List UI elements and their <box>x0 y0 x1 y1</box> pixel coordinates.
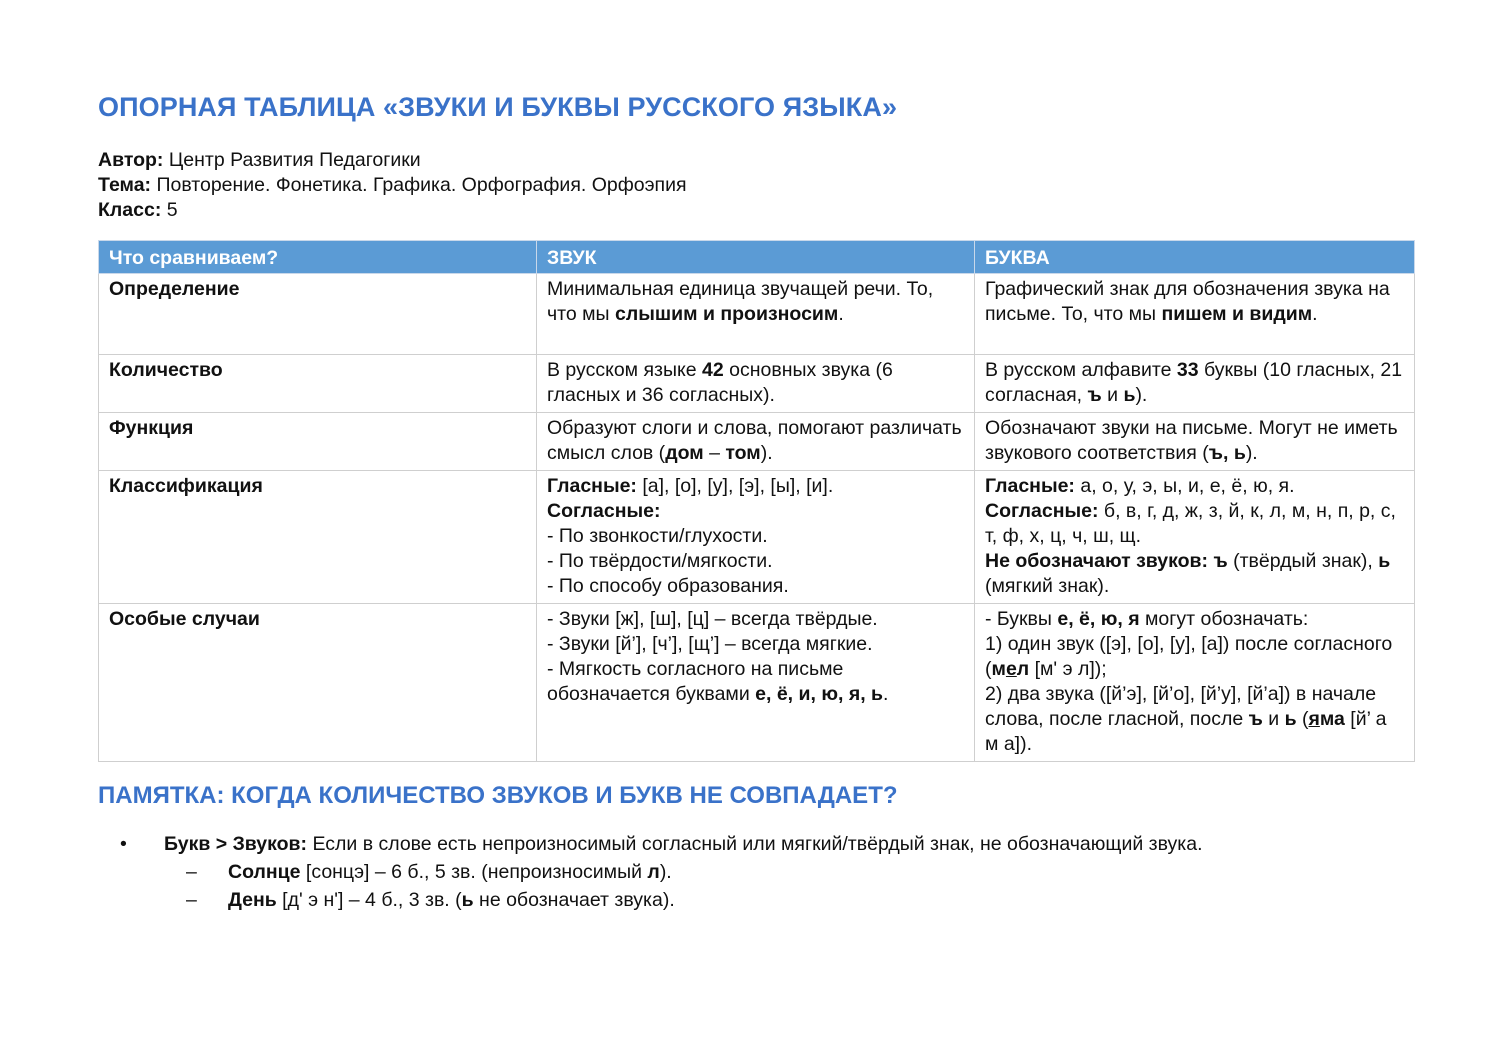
letter-cell <box>975 413 1415 471</box>
bold-text: Гласные: <box>547 475 637 497</box>
comparison-table <box>98 240 1415 762</box>
text-run: ( <box>1296 708 1309 730</box>
text-run: основных звука (6 гласных и 36 согласных). <box>547 359 893 406</box>
text-run: буквы (10 гласных, 21 согласная, <box>985 359 1403 406</box>
bold-text: ь <box>1123 384 1136 406</box>
grade-value: 5 <box>161 199 178 221</box>
bold-text: слышим и произносим <box>614 303 839 325</box>
letter-cell <box>975 471 1415 604</box>
bold-text: пишем и видим <box>1161 303 1313 325</box>
bold-text: Гласные: <box>985 475 1075 497</box>
bold-text: Букв > Звуков: <box>164 833 308 855</box>
bold-text: ма <box>1319 708 1345 730</box>
row-label: Определение <box>99 274 537 355</box>
row-label: Функция <box>99 413 537 471</box>
bold-text: Согласные: <box>985 500 1099 522</box>
text-run: - По способу образования. <box>547 575 789 597</box>
bold-text: ъ, ь <box>1208 442 1246 464</box>
text-run: а, о, у, э, ы, и, е, ё, ю, я. <box>1074 475 1295 497</box>
text-run: ). <box>1135 384 1148 406</box>
bold-text: ъ <box>1213 550 1228 572</box>
text-run: . <box>1312 303 1318 325</box>
header-what: Что сравниваем? <box>99 241 537 274</box>
sound-cell <box>537 413 975 471</box>
author-line <box>98 148 687 173</box>
row-label: Классификация <box>99 471 537 604</box>
bold-text: Солнце <box>228 861 301 883</box>
topic-line <box>98 173 687 198</box>
bold-text: 33 <box>1176 359 1199 381</box>
topic-label: Тема: <box>98 174 152 196</box>
text-run: - По твёрдости/мягкости. <box>547 550 773 572</box>
bold-text: е <box>1005 658 1017 680</box>
bold-text: том <box>725 442 761 464</box>
text-run: (твёрдый знак), <box>1227 550 1379 572</box>
table-row-definition <box>99 274 1415 355</box>
bold-text: ъ <box>1248 708 1263 730</box>
text-run: (мягкий знак). <box>985 575 1110 597</box>
document-meta <box>98 148 687 223</box>
text-run: - Звуки [й’], [ч’], [щ’] – всегда мягкие. <box>547 633 873 655</box>
text-run: ). <box>760 442 773 464</box>
memo-title: ПАМЯТКА: КОГДА КОЛИЧЕСТВО ЗВУКОВ И БУКВ НЕ СОВПАДАЕТ? <box>98 782 898 809</box>
table-header-row <box>99 241 1415 274</box>
text-run: - Звуки [ж], [ш], [ц] – всегда твёрдые. <box>547 608 878 630</box>
memo-list <box>120 830 1203 914</box>
bold-text: л <box>647 861 660 883</box>
text-run: не обозначает звука). <box>473 889 675 911</box>
bold-text: е, ё, ю, я <box>1057 608 1140 630</box>
text-run: - Мягкость согласного на письме обозначается буквами <box>547 658 844 705</box>
sound-cell <box>537 355 975 413</box>
text-run: Обозначают звуки на письме. Могут не иметь звукового соответствия ( <box>985 417 1398 464</box>
bold-text: я <box>1308 708 1320 730</box>
memo-item-text <box>164 830 1203 858</box>
bold-text: Не обозначают звуков: <box>985 550 1209 572</box>
table-row-count <box>99 355 1415 413</box>
text-run: и <box>1101 384 1124 406</box>
page-title: ОПОРНАЯ ТАБЛИЦА «ЗВУКИ И БУКВЫ РУССКОГО ЯЗЫКА» <box>98 92 898 122</box>
text-run: Минимальная единица звучащей речи. То, что мы <box>547 278 934 325</box>
sound-cell <box>537 604 975 762</box>
dash-icon: – <box>186 889 197 911</box>
sound-cell <box>537 471 975 604</box>
letter-cell <box>975 274 1415 355</box>
bold-text: День <box>228 889 277 911</box>
list-item <box>120 830 1203 858</box>
row-label: Особые случаи <box>99 604 537 762</box>
author-label: Автор: <box>98 149 164 171</box>
bold-text: дом <box>665 442 704 464</box>
table-row-function <box>99 413 1415 471</box>
table-row-classification <box>99 471 1415 604</box>
example-text <box>228 858 672 886</box>
text-run: [а], [о], [у], [э], [ы], [и]. <box>636 475 834 497</box>
bold-text: ь <box>1378 550 1391 572</box>
dash-icon: – <box>186 861 197 883</box>
text-run: В русском алфавите <box>985 359 1177 381</box>
text-run: могут обозначать: <box>1139 608 1309 630</box>
example-item <box>186 858 1203 886</box>
bold-text: ъ <box>1087 384 1102 406</box>
text-run: В русском языке <box>547 359 703 381</box>
grade-label: Класс: <box>98 199 162 221</box>
bold-text: ь <box>1284 708 1297 730</box>
text-run: 1) один звук ([э], [о], [у], [а]) после согласного ( <box>985 633 1393 680</box>
example-text <box>228 886 675 914</box>
text-run: [д' э н'] – 4 б., 3 зв. ( <box>276 889 462 911</box>
bold-text: ь <box>461 889 474 911</box>
letter-cell <box>975 355 1415 413</box>
sound-cell <box>537 274 975 355</box>
text-run: 2) два звука ([й’э], [й’о], [й’у], [й’а]) в начале слова, после гласной, после <box>985 683 1377 730</box>
text-run: ). <box>1245 442 1258 464</box>
text-run: . <box>883 683 889 705</box>
text-run: - По звонкости/глухости. <box>547 525 768 547</box>
bold-text: Согласные: <box>547 500 661 522</box>
topic-value: Повторение. Фонетика. Графика. Орфография. Орфоэпия <box>151 174 687 196</box>
header-letter: БУКВА <box>975 241 1415 274</box>
bold-text: м <box>991 658 1006 680</box>
text-run: - Буквы <box>985 608 1058 630</box>
header-sound: ЗВУК <box>537 241 975 274</box>
bold-text: л <box>1016 658 1030 680</box>
text-run: [й’ а м а]). <box>985 708 1387 755</box>
text-run: ). <box>659 861 672 883</box>
text-run: – <box>703 442 726 464</box>
bullet-icon: • <box>120 833 127 855</box>
text-run: Графический знак для обозначения звука на письме. То, что мы <box>985 278 1390 325</box>
example-item <box>186 886 1203 914</box>
bold-text: е, ё, и, ю, я, ь <box>755 683 884 705</box>
author-value: Центр Развития Педагогики <box>163 149 421 171</box>
text-run: и <box>1262 708 1285 730</box>
text-run: . <box>838 303 844 325</box>
text-run: Если в слове есть непроизносимый согласный или мягкий/твёрдый знак, не обозначающий звука. <box>307 833 1203 855</box>
row-label: Количество <box>99 355 537 413</box>
text-run: б, в, г, д, ж, з, й, к, л, м, н, п, р, с, т, ф, х, ц, ч, ш, щ. <box>985 500 1396 547</box>
bold-text: 42 <box>702 359 724 381</box>
text-run: [сонцэ] – 6 б., 5 зв. (непроизносимый <box>300 861 648 883</box>
text-run: [м' э л]); <box>1029 658 1107 680</box>
text-run: Образуют слоги и слова, помогают различать смысл слов ( <box>547 417 962 464</box>
table-row-special <box>99 604 1415 762</box>
letter-cell <box>975 604 1415 762</box>
grade-line <box>98 198 687 223</box>
